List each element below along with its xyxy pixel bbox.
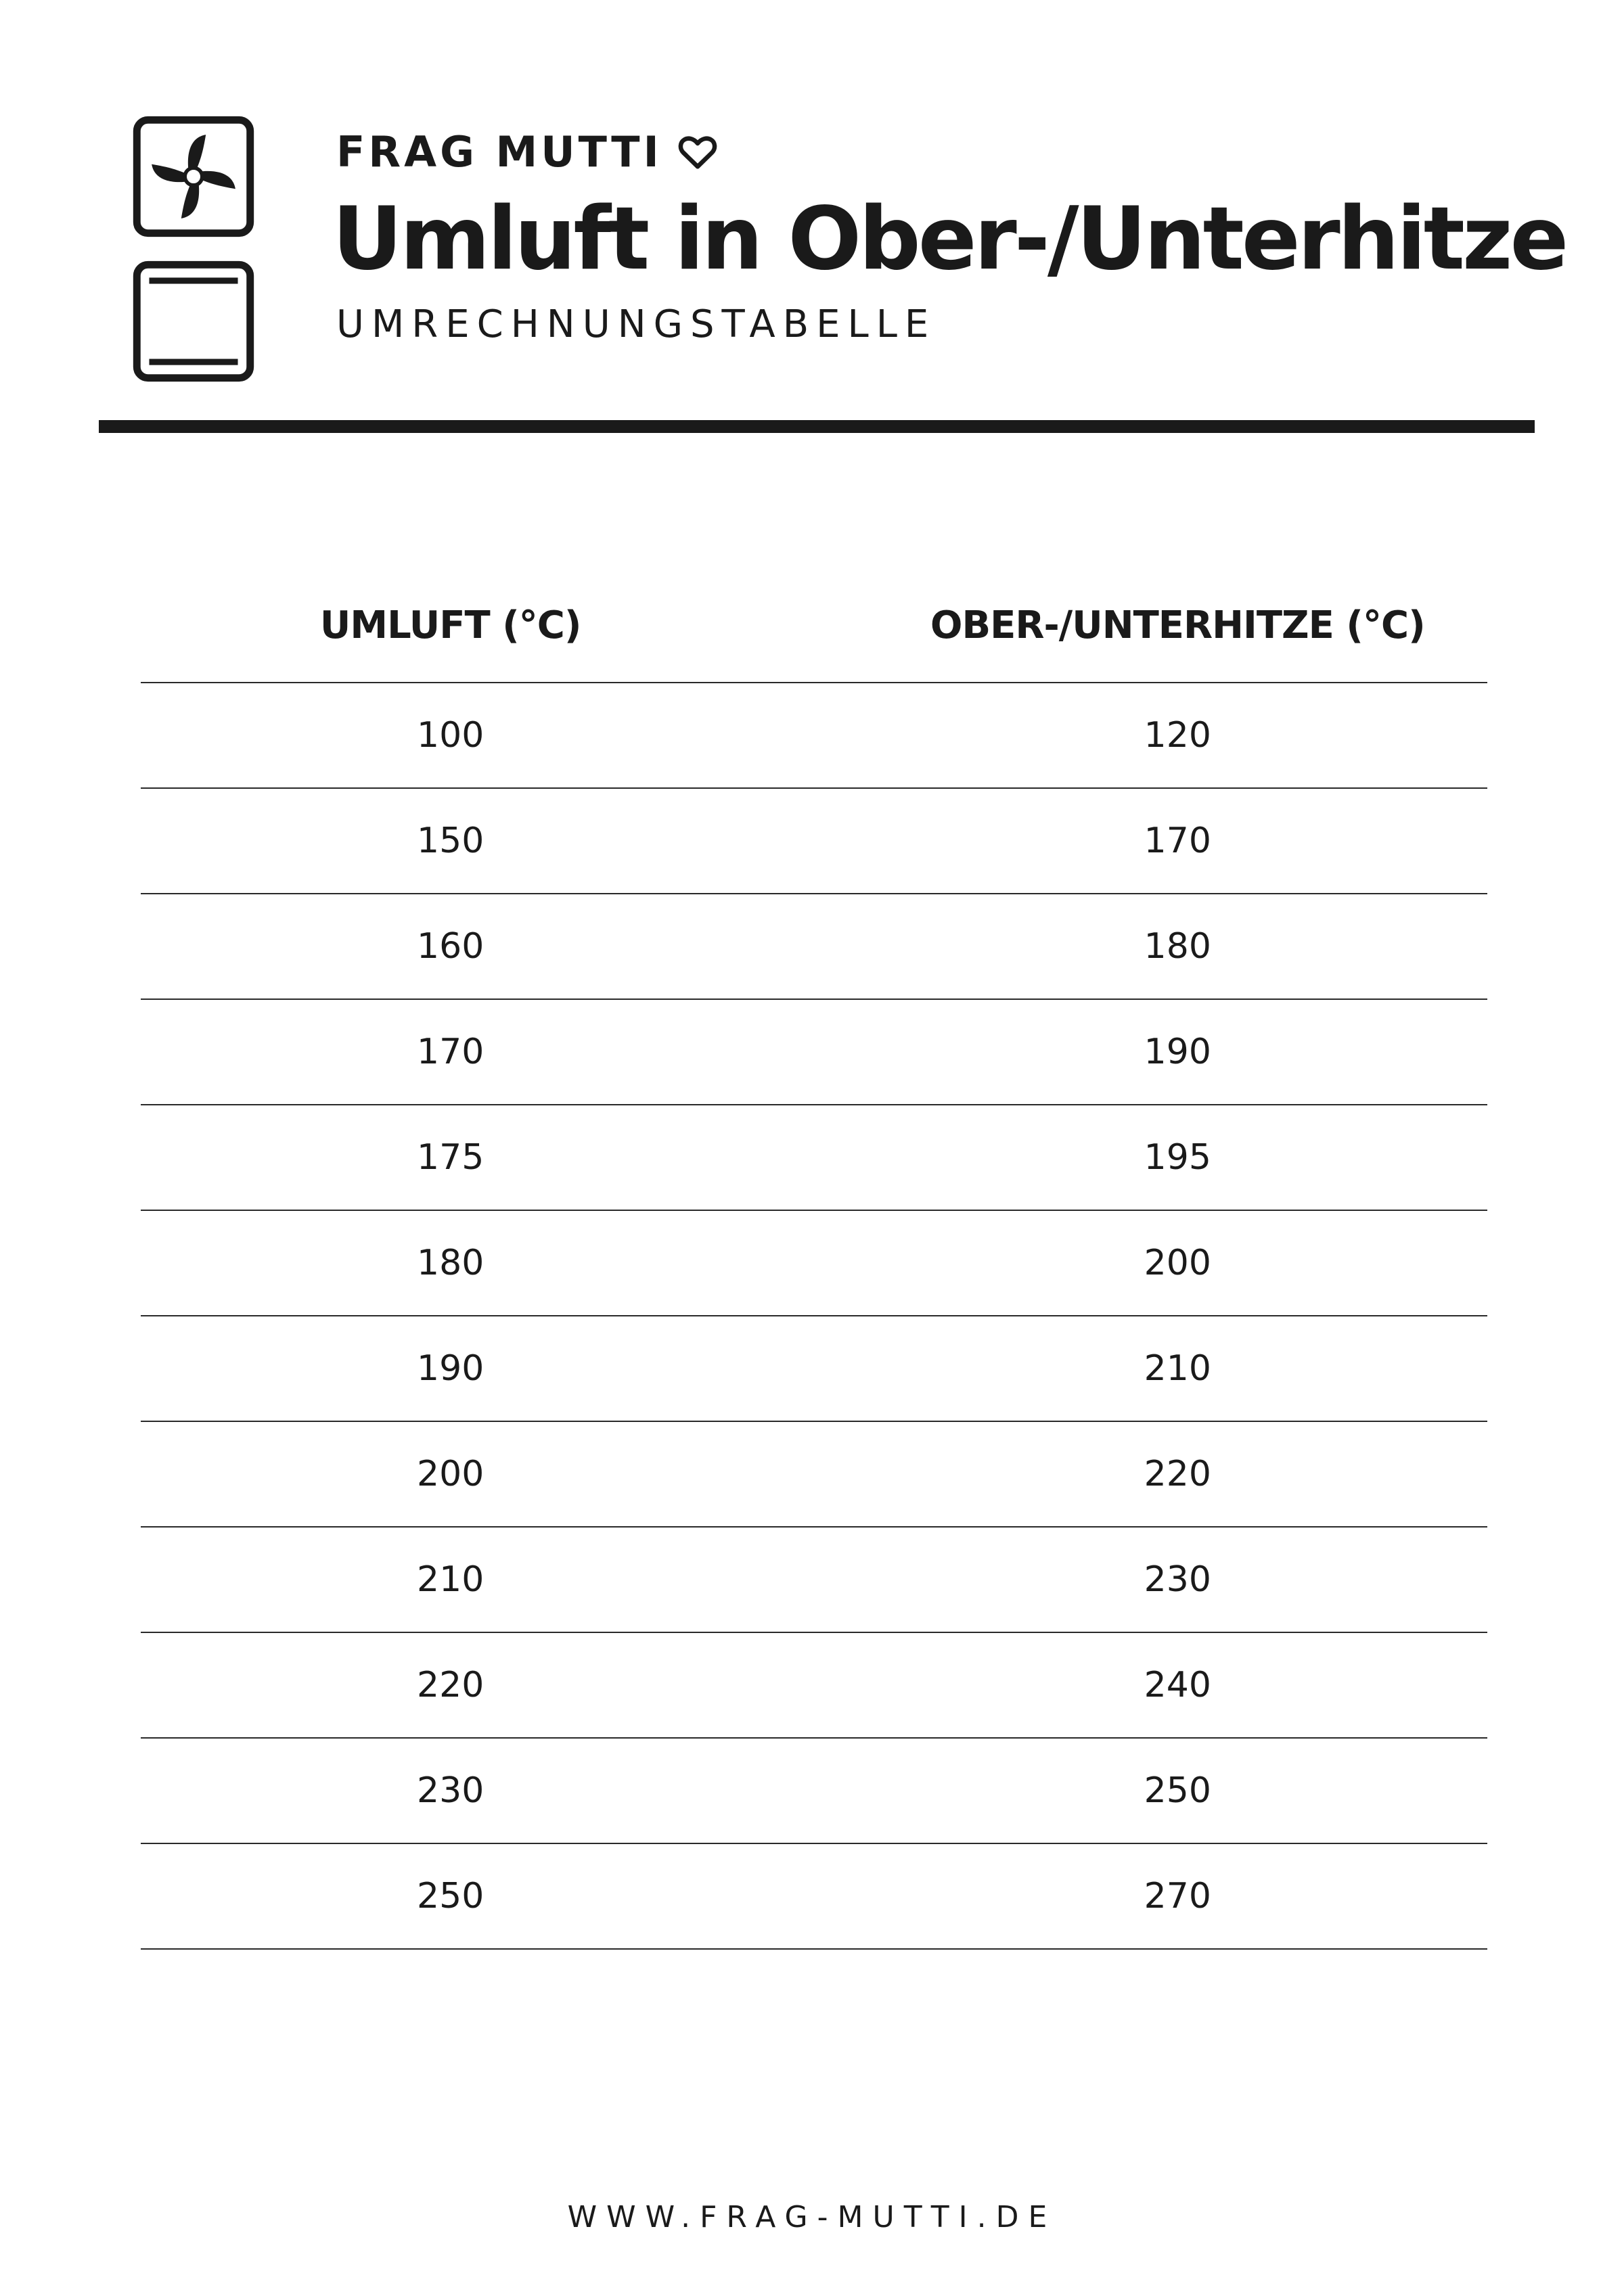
umluft-value: 175 (417, 1137, 484, 1178)
umluft-value: 190 (417, 1348, 484, 1389)
top-bottom-heat-oven-icon (132, 260, 255, 383)
ober-unterhitze-value: 210 (1144, 1348, 1211, 1389)
fan-oven-icon (132, 115, 255, 238)
table-row (141, 1316, 1487, 1422)
footer-url: WWW.FRAG-MUTTI.DE (567, 2200, 1057, 2234)
table-row (141, 789, 1487, 894)
page-subtitle: UMRECHNUNGSTABELLE (336, 302, 937, 346)
table-row (141, 1844, 1487, 1950)
ober-unterhitze-value: 170 (1144, 821, 1211, 861)
table-row (141, 1739, 1487, 1844)
ober-unterhitze-value: 195 (1144, 1137, 1211, 1178)
page-title: Umluft in Ober-/Unterhitze (332, 189, 1566, 290)
umluft-value: 230 (417, 1770, 484, 1811)
umluft-value: 180 (417, 1243, 484, 1283)
column-header-ober-unterhitze: OBER-/UNTERHITZE (°C) (930, 603, 1425, 647)
table-row (141, 683, 1487, 789)
umluft-value: 150 (417, 821, 484, 861)
table-row (141, 894, 1487, 1000)
table-row (141, 1528, 1487, 1633)
ober-unterhitze-value: 220 (1144, 1454, 1211, 1494)
brand-name (336, 127, 718, 177)
ober-unterhitze-value: 270 (1144, 1876, 1211, 1916)
umluft-value: 170 (417, 1032, 484, 1072)
table-row (141, 1422, 1487, 1528)
table-header (141, 575, 1487, 683)
table-body (141, 683, 1487, 1950)
ober-unterhitze-value: 240 (1144, 1665, 1211, 1705)
conversion-table (141, 575, 1487, 1950)
table-row (141, 1105, 1487, 1211)
brand-label: FRAG MUTTI (336, 127, 662, 177)
umluft-value: 250 (417, 1876, 484, 1916)
ober-unterhitze-value: 180 (1144, 926, 1211, 967)
header-divider (99, 420, 1535, 433)
umluft-value: 100 (417, 715, 484, 756)
umluft-value: 210 (417, 1559, 484, 1600)
umluft-value: 200 (417, 1454, 484, 1494)
ober-unterhitze-value: 120 (1144, 715, 1211, 756)
ober-unterhitze-value: 200 (1144, 1243, 1211, 1283)
oven-icons (132, 115, 255, 405)
ober-unterhitze-value: 230 (1144, 1559, 1211, 1600)
ober-unterhitze-value: 190 (1144, 1032, 1211, 1072)
ober-unterhitze-value: 250 (1144, 1770, 1211, 1811)
column-header-umluft: UMLUFT (°C) (319, 603, 581, 647)
table-row (141, 1633, 1487, 1739)
table-row (141, 1211, 1487, 1316)
table-row (141, 1000, 1487, 1105)
umluft-value: 220 (417, 1665, 484, 1705)
umluft-value: 160 (417, 926, 484, 967)
heart-icon (677, 132, 718, 173)
